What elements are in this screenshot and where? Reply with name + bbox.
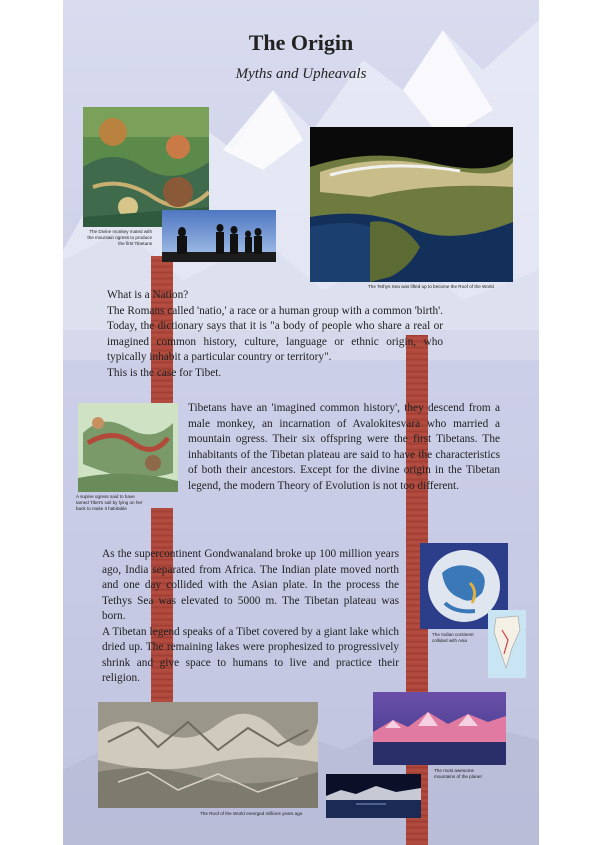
monkey-painting-image — [83, 107, 209, 227]
monkey-caption: The Divine monkey mated with the mountain ogress to produce the first Tibetans — [87, 229, 152, 246]
nation-paragraph: The Romans called 'natio,' a race or a human group with a common 'birth'. Today, the dictionary says that it is "a body of people who share a real or imagined common history, culture, language or ethnic origin, who typically inhabit a particular country or territory". — [107, 304, 443, 363]
india-map-image — [488, 610, 526, 678]
gondwana-paragraph: As the supercontinent Gondwanaland broke up 100 million years ago, India separated from Africa. The Indian plate moved north and one day collided with the Asian plate. In the process the Tethys Sea was elevated to 5000 m. The Tibetan plateau was born. — [102, 548, 399, 622]
sunset-mountains-photo — [373, 692, 506, 765]
gondwana-section — [102, 547, 399, 687]
lake-night-photo — [326, 774, 421, 818]
nation-section — [107, 288, 443, 381]
continent-caption: The Indian continent collided with Asia — [432, 632, 474, 643]
nation-heading: What is a Nation? — [107, 289, 189, 301]
tethys-caption: The Tethys Sea was lifted up to become the Roof of the World — [368, 284, 494, 289]
silhouette-photo — [162, 210, 276, 262]
ogress-painting-image — [78, 403, 178, 492]
tethys-satellite-image — [310, 127, 513, 282]
nation-conclusion: This is the case for Tibet. — [107, 366, 222, 379]
page-title: The Origin — [248, 30, 354, 55]
mountains-caption: The most awesome mountains of the planet — [434, 768, 482, 779]
roof-caption: The Roof of the World emerged millions years ago — [200, 811, 303, 816]
ogress-caption: A supine ogress said to have tamed Tibet's soil by lying on her back to make it habitable — [76, 494, 143, 511]
legend-paragraph: A Tibetan legend speaks of a Tibet covered by a giant lake which dried up. The remaining lakes were prophesized to progressively shrink and give space to humans to live and practice their religion. — [102, 625, 399, 684]
page-subtitle: Myths and Upheavals — [235, 66, 367, 82]
roof-relief-image — [98, 702, 318, 808]
history-paragraph: Tibetans have an 'imagined common history', they descend from a male monkey, an incarnation of Avalokitesvara who married a mountain ogress. Their six offspring were the first Tibetans. The inhabitants of the Tibetan plateau are said to have the characteristics of both their ancestors. Except for the divine origin in the Tibetan legend, the modern Theory of Evolution is not too different. — [188, 402, 500, 492]
